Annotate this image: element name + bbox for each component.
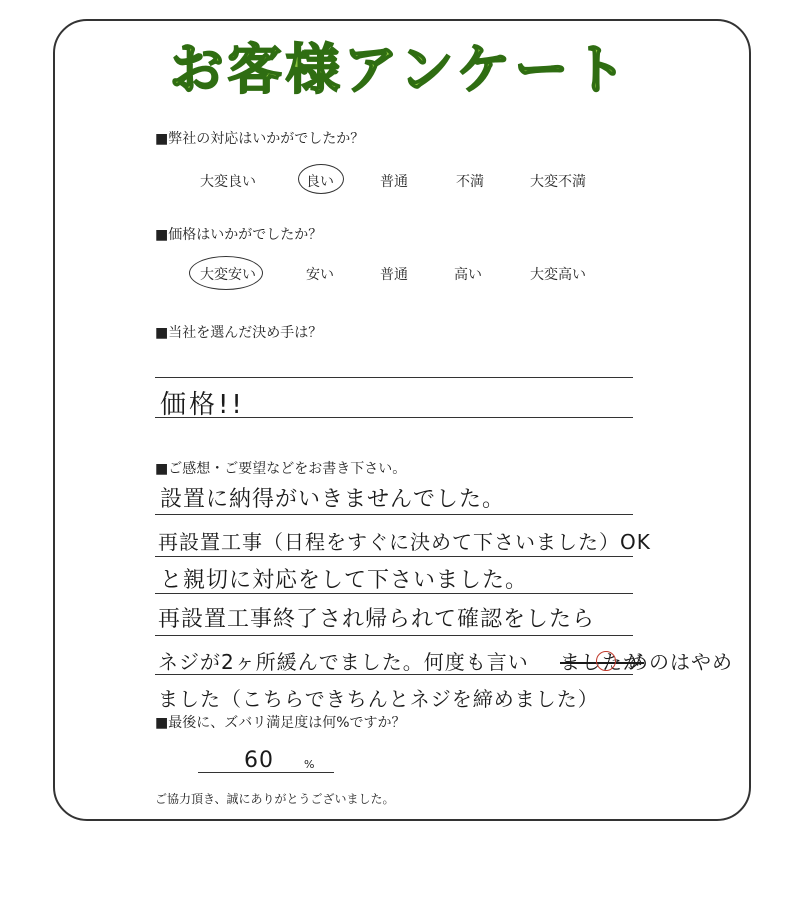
option-service-good[interactable]: 良い — [306, 174, 334, 190]
answer-line — [155, 556, 633, 557]
red-stamp-mark — [596, 651, 616, 671]
option-service-unsatisfied[interactable]: 不満 — [456, 174, 484, 190]
question-service: ■弊社の対応はいかがでしたか？ — [155, 131, 365, 147]
deciding-factor-answer[interactable]: 価格!! — [160, 390, 245, 420]
comment-line-5-end[interactable]: めのはやめ — [628, 650, 733, 674]
struck-through-text: ましたが — [560, 650, 644, 674]
percent-unit: % — [304, 758, 315, 771]
comment-line-6[interactable]: ました（こちらできちんとネジを締めました） — [158, 687, 599, 711]
answer-line — [155, 514, 633, 515]
selected-circle-mark — [189, 256, 263, 290]
question-satisfaction: ■最後に、ズバリ満足度は何%ですか？ — [155, 715, 406, 731]
option-price-expensive[interactable]: 高い — [454, 267, 482, 283]
thank-you-message: ご協力頂き、誠にありがとうございました。 — [155, 792, 395, 806]
option-service-normal[interactable]: 普通 — [380, 174, 408, 190]
answer-line — [155, 377, 633, 378]
option-price-very-cheap[interactable]: 大変安い — [200, 267, 256, 283]
question-comments: ■ご感想・ご要望などをお書き下さい。 — [155, 461, 407, 477]
question-deciding-factor: ■当社を選んだ決め手は？ — [155, 325, 323, 341]
option-price-very-expensive[interactable]: 大変高い — [530, 267, 586, 283]
answer-line — [155, 417, 633, 418]
satisfaction-value[interactable]: 60 — [244, 748, 274, 773]
answer-line — [155, 635, 633, 636]
comment-line-4[interactable]: 再設置工事終了され帰られて確認をしたら — [158, 607, 596, 632]
option-service-very-unsatisfied[interactable]: 大変不満 — [530, 174, 586, 190]
answer-line — [155, 593, 633, 594]
option-service-very-good[interactable]: 大変良い — [200, 174, 256, 190]
comment-line-3[interactable]: と親切に対応をして下さいました。 — [160, 568, 529, 593]
answer-line — [155, 674, 633, 675]
comment-line-5[interactable]: ネジが2ヶ所緩んでました。何度も言い — [158, 650, 529, 674]
question-price: ■価格はいかがでしたか？ — [155, 227, 323, 243]
survey-title: お客様アンケート — [169, 38, 631, 101]
selected-circle-mark — [298, 164, 344, 194]
option-price-normal[interactable]: 普通 — [380, 267, 408, 283]
comment-line-2[interactable]: 再設置工事（日程をすぐに決めて下さいました）OK — [158, 530, 651, 554]
option-price-cheap[interactable]: 安い — [306, 267, 334, 283]
answer-line — [198, 772, 334, 773]
comment-line-1[interactable]: 設置に納得がいきませんでした。 — [160, 487, 506, 512]
